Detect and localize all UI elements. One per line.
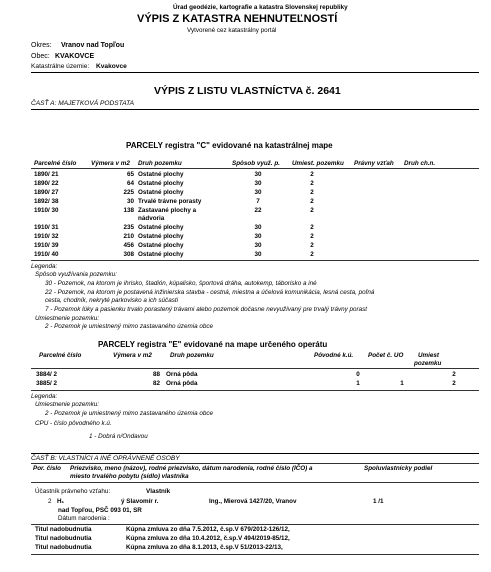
parcel-area: 82 — [152, 380, 160, 387]
legend-loc-title: Umiestnenie pozemku: — [35, 315, 100, 322]
col-use: Spôsob využ. p. — [232, 160, 280, 167]
legend-use-title: Spôsob využívania pozemku: — [35, 271, 117, 278]
col-share: Spoluvlastnícky podiel — [364, 465, 433, 472]
parcel-area: 138 — [123, 207, 134, 214]
part-b-header-line — [31, 482, 479, 483]
legend-use-22: 22 - Pozemok, na ktorom je postavená inžinierska stavba - cestná, miestna a účelová komunikácia, lesná cesta, poľná — [45, 289, 375, 296]
parcel-area: 235 — [123, 224, 134, 231]
parcel-type: Ostatné plochy — [138, 242, 184, 249]
parcel-loc: 2 — [310, 233, 314, 240]
part-b-title-line — [31, 463, 479, 464]
parcel-loc: 2 — [310, 242, 314, 249]
parcel-area: 88 — [152, 371, 160, 378]
parcel-orig: 0 — [356, 371, 360, 378]
parcel-type: Orná pôda — [166, 371, 198, 378]
owner-address: Ing., Mierová 1427/20, Vranov — [209, 498, 297, 505]
title-value: Kúpna zmluva zo dňa 8.1.2013, č.sp.V 51/2013-22/13, — [126, 544, 283, 551]
parcel-type: Ostatné plochy — [138, 171, 184, 178]
title-value: Kúpna zmluva zo dňa 7.5.2012, č.sp.V 679/2012-126/12, — [126, 526, 290, 533]
title-label: Titul nadobudnutia — [35, 544, 92, 551]
col-ch: Druh ch.n. — [404, 160, 436, 167]
parcel-use: 30 — [254, 251, 262, 258]
parcel-area: 65 — [126, 171, 134, 178]
owner-bottom-line — [31, 524, 479, 525]
parcel-area: 456 — [123, 242, 134, 249]
parcel-area: 30 — [126, 198, 134, 205]
parcel-number: 1892/ 38 — [34, 198, 59, 205]
parcel-type: Zastavané plochy a — [138, 207, 197, 214]
legend-use-7: 7 - Pozemok lúky a pasienku trvalo porastený trávami alebo pozemok dočasne nevyužívaný pre trvalý trávny porast — [45, 306, 367, 313]
parcels-c-heading: PARCELY registra "C" evidované na katastrálnej mape — [126, 141, 333, 150]
parcel-type: Trvalé trávne porasty — [138, 198, 202, 205]
col-desc-cont: miesto trvalého pobytu (sídlo) vlastníka — [70, 473, 189, 480]
owner-number: 2 — [48, 498, 52, 505]
parcel-loc: 2 — [310, 207, 314, 214]
col-desc: Priezvisko, meno (názov), rodné priezvisko, dátum narodenia, rodné číslo (IČO) a — [70, 465, 313, 472]
okres-label: Okres: — [31, 42, 52, 49]
title-value: Kúpna zmluva zo dňa 10.4.2012, č.sp.V 494/2019-85/12, — [126, 535, 290, 542]
col-area: Výmera v m2 — [113, 352, 152, 359]
col-loc: Umiest — [418, 352, 439, 359]
owner-share: 1 /1 — [373, 498, 384, 505]
parcel-loc: 2 — [452, 380, 456, 387]
parcel-type: Ostatné plochy — [138, 233, 184, 240]
parcel-number: 1890/ 21 — [34, 171, 59, 178]
col-poc: Por. číslo — [33, 465, 61, 472]
legend-loc-2: 2 - Pozemok je umiestnený mimo zastavaného územia obce — [45, 323, 213, 330]
parcel-use: 30 — [254, 189, 262, 196]
parcel-type: Ostatné plochy — [138, 251, 184, 258]
parcel-area: 64 — [126, 180, 134, 187]
title-label: Titul nadobudnutia — [35, 535, 92, 542]
parcel-loc: 2 — [452, 371, 456, 378]
parcel-number: 3885/ 2 — [36, 380, 58, 387]
parcel-number: 1910/ 40 — [34, 251, 59, 258]
parcel-type: Orná pôda — [166, 380, 198, 387]
col-parcel: Parcelné číslo — [39, 352, 82, 359]
parcel-number: 1910/ 39 — [34, 242, 59, 249]
parcel-number: 1910/ 32 — [34, 233, 59, 240]
ku-value: Kvakovce — [96, 63, 127, 70]
ucastnik-value: Vlastník — [146, 488, 171, 495]
legend-loc-title: Umiestnenie pozemku: — [35, 401, 100, 408]
parcel-use: 30 — [254, 180, 262, 187]
okres-value: Vranov nad Topľou — [61, 42, 125, 49]
legend-cpu-1: 1 - Dobrá n/Ondavou — [89, 433, 148, 440]
table-c-header-line — [31, 168, 479, 169]
lv-title: VÝPIS Z LISTU VLASTNÍCTVA č. 2641 — [154, 85, 341, 97]
parcel-count: 1 — [400, 380, 404, 387]
parcel-loc: 2 — [310, 180, 314, 187]
col-area: Výmera v m2 — [91, 160, 130, 167]
owner-name: ý Slavomír r. — [121, 498, 159, 505]
parcel-use: 30 — [254, 233, 262, 240]
parcel-use: 22 — [254, 207, 262, 214]
parcel-use: 30 — [254, 224, 262, 231]
parcel-area: 210 — [123, 233, 134, 240]
owner-initial: H₁ — [57, 498, 65, 505]
col-loc: Umiest. pozemku — [292, 160, 344, 167]
legend-use-30: 30 - Pozemok, na ktorom je ihrisko, štadión, kúpalisko, športová dráha, autokemp, táborisko a iné — [45, 280, 317, 287]
table-e-header-line — [31, 368, 479, 369]
parcel-loc: 2 — [310, 171, 314, 178]
legend-title: Legenda: — [31, 263, 58, 270]
part-b-top-line — [31, 453, 479, 454]
col-loc-cont: pozemku — [414, 360, 442, 367]
parcel-area: 225 — [123, 189, 134, 196]
table-e-bottom-line — [31, 390, 479, 391]
final-line — [31, 554, 479, 555]
parcel-type: Ostatné plochy — [138, 180, 184, 187]
parcel-use: 7 — [256, 198, 260, 205]
legend-use-22-cont: cesta, chodník, nekryté parkovisko a ich súčasti — [45, 297, 178, 304]
parcel-number: 1890/ 27 — [34, 189, 59, 196]
legend-loc-2: 2 - Pozemok je umiestnený mimo zastavaného územia obce — [45, 410, 213, 417]
parcel-number: 3884/ 2 — [36, 371, 58, 378]
parcel-loc: 2 — [310, 189, 314, 196]
parcel-use: 30 — [254, 171, 262, 178]
parcel-number: 1910/ 31 — [34, 224, 59, 231]
parcel-orig: 1 — [356, 380, 360, 387]
header-divider — [31, 72, 479, 73]
part-a-divider — [31, 109, 479, 110]
obec-value: KVAKOVCE — [55, 53, 95, 60]
legend-title: Legenda: — [31, 393, 58, 400]
parcel-number: 1890/ 22 — [34, 180, 59, 187]
col-count: Počet č. UO — [368, 352, 404, 359]
col-type: Druh pozemku — [138, 160, 182, 167]
subtitle: Vytvorené cez katastrálny portál — [187, 27, 277, 34]
ucastnik-label: Účastník právneho vzťahu: — [35, 488, 111, 495]
parcel-use: 30 — [254, 242, 262, 249]
ku-label: Katastrálne územie: — [31, 63, 90, 70]
legend-cpu: CPU - číslo pôvodného k.ú. — [35, 420, 112, 427]
parcel-loc: 2 — [310, 198, 314, 205]
parcels-e-heading: PARCELY registra "E" evidované na mape určeného operátu — [98, 340, 328, 349]
col-legal: Právny vzťah — [354, 160, 394, 167]
parcel-loc: 2 — [310, 224, 314, 231]
table-c-bottom-line — [31, 260, 479, 261]
parcel-area: 308 — [123, 251, 134, 258]
col-orig: Pôvodné k.ú. — [314, 352, 354, 359]
parcel-type: Ostatné plochy — [138, 189, 184, 196]
owner-address-cont: nad Topľou, PSČ 093 01, SR — [58, 507, 142, 514]
parcel-loc: 2 — [310, 251, 314, 258]
parcel-type: Ostatné plochy — [138, 224, 184, 231]
office-name: Úrad geodézie, kartografie a katastra Slovenskej republiky — [173, 4, 348, 11]
part-b-title: ČASŤ B: VLASTNÍCI A INÉ OPRÁVNENÉ OSOBY — [31, 455, 180, 462]
obec-label: Obec: — [31, 53, 50, 60]
col-parcel: Parcelné číslo — [34, 160, 77, 167]
col-type: Druh pozemku — [170, 352, 214, 359]
parcel-type-cont: nádvoria — [138, 215, 165, 222]
part-a-title: ČASŤ A: MAJETKOVÁ PODSTATA — [31, 100, 135, 107]
parcel-number: 1910/ 30 — [34, 207, 59, 214]
title-label: Titul nadobudnutia — [35, 526, 92, 533]
document-title: VÝPIS Z KATASTRA NEHNUTEĽNOSTÍ — [137, 13, 338, 25]
birth-label: Dátum narodenia : — [58, 515, 110, 522]
